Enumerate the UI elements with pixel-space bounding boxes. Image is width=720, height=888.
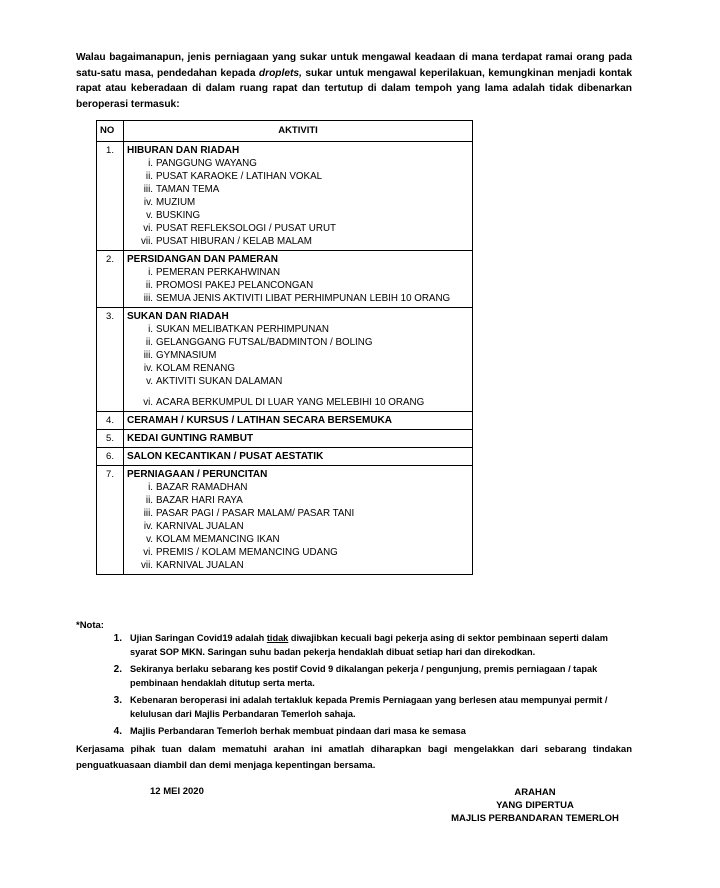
item-text: PUSAT HIBURAN / KELAB MALAM	[156, 236, 312, 247]
item-numeral: i.	[148, 267, 153, 278]
list-item	[127, 520, 468, 533]
note-number: 4.	[113, 726, 122, 737]
note-text	[130, 663, 636, 690]
notes-list	[96, 632, 636, 743]
item-numeral: iv.	[143, 197, 153, 208]
item-numeral: vi.	[143, 547, 153, 558]
note-text	[130, 694, 636, 721]
note-number: 1.	[113, 633, 122, 644]
intro-text-1: Walau bagaimanapun, jenis perniagaan yang sukar untuk mengawal keadaan di mana terdapat ramai orang pada satu-satu masa, pendedahan kepada	[76, 52, 632, 79]
item-text: KARNIVAL JUALAN	[156, 521, 244, 532]
item-text: PUSAT KARAOKE / LATIHAN VOKAL	[156, 171, 323, 182]
item-text: GYMNASIUM	[156, 350, 217, 361]
row-number: 4.	[97, 412, 124, 430]
signature-block	[450, 786, 620, 825]
list-item	[127, 292, 468, 305]
item-text: PASAR PAGI / PASAR MALAM/ PASAR TANI	[156, 508, 355, 519]
table-row	[97, 466, 473, 575]
item-text: KARNIVAL JUALAN	[156, 560, 244, 571]
item-numeral: vii.	[141, 560, 153, 571]
item-text: SEMUA JENIS AKTIVITI LIBAT PERHIMPUNAN LEBIH 10 ORANG	[156, 293, 451, 304]
row-activity	[124, 412, 473, 430]
note-item	[96, 725, 636, 739]
intro-text-2: sukar untuk mengawal keperilakuan, kemungkinan menjadi kontak rapat atau keberadaan di dalam ruang rapat dan tertutup di dalam tempoh yang lama adalah tidak dibenarkan beroperasi termasuk:	[76, 67, 632, 110]
list-item	[127, 375, 468, 388]
item-text: PEMERAN PERKAHWINAN	[156, 267, 281, 278]
item-numeral: vi.	[143, 397, 153, 408]
list-item	[127, 559, 468, 572]
row-number: 2.	[97, 251, 124, 308]
row-number: 3.	[97, 308, 124, 412]
item-text: ACARA BERKUMPUL DI LUAR YANG MELEBIHI 10 ORANG	[156, 397, 425, 408]
header-no: NO	[97, 121, 124, 142]
item-text: PROMOSI PAKEJ PELANCONGAN	[156, 280, 314, 291]
item-numeral: iv.	[143, 521, 153, 532]
section-title: PERSIDANGAN DAN PAMERAN	[127, 254, 278, 265]
note-text	[130, 725, 636, 739]
item-text: GELANGGANG FUTSAL/BADMINTON / BOLING	[156, 337, 373, 348]
list-item	[127, 170, 468, 183]
item-numeral: i.	[148, 482, 153, 493]
note-item	[96, 663, 636, 690]
row-activity	[124, 251, 473, 308]
row-number: 6.	[97, 448, 124, 466]
item-numeral: i.	[148, 158, 153, 169]
list-item	[127, 546, 468, 559]
list-item	[127, 362, 468, 375]
spacer	[127, 388, 468, 396]
table-row	[97, 251, 473, 308]
signature-line-2: YANG DIPERTUA	[496, 800, 574, 811]
intro-paragraph	[76, 50, 632, 112]
note-text-part: Sekiranya berlaku sebarang kes postif Covid 9 dikalangan pekerja / pengunjung, premis perniagaan / tapak pembinaan hendaklah ditutup serta merta.	[130, 664, 598, 688]
item-text: PUSAT REFLEKSOLOGI / PUSAT URUT	[156, 223, 337, 234]
note-item	[96, 632, 636, 659]
table-row	[97, 142, 473, 251]
item-text: PREMIS / KOLAM MEMANCING UDANG	[156, 547, 338, 558]
row-activity	[124, 466, 473, 575]
note-underlined-text: tidak	[266, 633, 289, 643]
item-text: AKTIVITI SUKAN DALAMAN	[156, 376, 283, 387]
row-activity	[124, 448, 473, 466]
note-text-part: diwajibkan kecuali bagi pekerja asing di sektor pembinaan seperti dalam syarat SOP MKN. Saringan suhu badan pekerja hendaklah dibuat setiap hari dan direkodkan.	[130, 633, 608, 657]
section-title: SALON KECANTIKAN / PUSAT AESTATIK	[127, 451, 324, 462]
item-text: SUKAN MELIBATKAN PERHIMPUNAN	[156, 324, 329, 335]
row-number: 1.	[97, 142, 124, 251]
activity-table	[96, 120, 473, 575]
list-item	[127, 279, 468, 292]
item-numeral: iv.	[143, 363, 153, 374]
item-text: TAMAN TEMA	[156, 184, 220, 195]
list-item	[127, 209, 468, 222]
list-item	[127, 157, 468, 170]
section-title: HIBURAN DAN RIADAH	[127, 145, 240, 156]
item-numeral: ii.	[145, 337, 153, 348]
item-text: BUSKING	[156, 210, 201, 221]
table-row	[97, 430, 473, 448]
row-activity	[124, 142, 473, 251]
list-item	[127, 183, 468, 196]
item-numeral: v.	[146, 376, 153, 387]
note-item	[96, 694, 636, 721]
row-number: 7.	[97, 466, 124, 575]
section-title: PERNIAGAAN / PERUNCITAN	[127, 469, 268, 480]
list-item	[127, 396, 468, 409]
closing-paragraph: Kerjasama pihak tuan dalam mematuhi arahan ini amatlah diharapkan bagi mengelakkan dari sebarang tindakan penguatkuasaan diambil dan demi menjaga kepentingan bersama.	[76, 744, 632, 771]
table-row	[97, 412, 473, 430]
note-number: 3.	[113, 695, 122, 706]
list-item	[127, 323, 468, 336]
list-item	[127, 266, 468, 279]
item-text: KOLAM RENANG	[156, 363, 235, 374]
table-row	[97, 308, 473, 412]
item-numeral: v.	[146, 534, 153, 545]
item-numeral: iii.	[143, 508, 153, 519]
note-text-part: Ujian Saringan Covid19 adalah	[130, 633, 267, 643]
list-item	[127, 336, 468, 349]
item-numeral: i.	[148, 324, 153, 335]
note-text	[130, 632, 636, 659]
list-item	[127, 533, 468, 546]
list-item	[127, 481, 468, 494]
item-text: BAZAR HARI RAYA	[156, 495, 243, 506]
item-numeral: vii.	[141, 236, 153, 247]
section-title: SUKAN DAN RIADAH	[127, 311, 229, 322]
item-text: KOLAM MEMANCING IKAN	[156, 534, 280, 545]
item-numeral: vi.	[143, 223, 153, 234]
item-numeral: iii.	[143, 293, 153, 304]
table-row	[97, 448, 473, 466]
item-numeral: ii.	[145, 280, 153, 291]
list-item	[127, 235, 468, 248]
signature-line-1: ARAHAN	[514, 787, 556, 798]
intro-emphasis: droplets,	[258, 67, 302, 79]
item-text: MUZIUM	[156, 197, 196, 208]
note-number: 2.	[113, 664, 122, 675]
section-title: CERAMAH / KURSUS / LATIHAN SECARA BERSEMUKA	[127, 415, 393, 426]
list-item	[127, 196, 468, 209]
item-numeral: v.	[146, 210, 153, 221]
item-text: PANGGUNG WAYANG	[156, 158, 257, 169]
list-item	[127, 494, 468, 507]
row-activity	[124, 430, 473, 448]
signature-line-3: MAJLIS PERBANDARAN TEMERLOH	[451, 813, 619, 824]
document-date: 12 MEI 2020	[150, 786, 204, 797]
item-numeral: ii.	[145, 495, 153, 506]
activity-table-body	[97, 142, 473, 575]
item-text: BAZAR RAMADHAN	[156, 482, 248, 493]
note-text-part: Kebenaran beroperasi ini adalah tertakluk kepada Premis Perniagaan yang berlesen atau mempunyai permit / kelulusan dari Majlis Perbandaran Temerloh sahaja.	[130, 695, 608, 719]
list-item	[127, 349, 468, 362]
item-numeral: ii.	[145, 171, 153, 182]
nota-label: *Nota:	[76, 620, 104, 631]
list-item	[127, 507, 468, 520]
section-title: KEDAI GUNTING RAMBUT	[127, 433, 254, 444]
header-activity: AKTIVITI	[124, 121, 473, 142]
row-activity	[124, 308, 473, 412]
note-text-part: Majlis Perbandaran Temerloh berhak membuat pindaan dari masa ke semasa	[130, 726, 466, 736]
table-header-row	[97, 121, 473, 142]
row-number: 5.	[97, 430, 124, 448]
item-numeral: iii.	[143, 184, 153, 195]
list-item	[127, 222, 468, 235]
item-numeral: iii.	[143, 350, 153, 361]
